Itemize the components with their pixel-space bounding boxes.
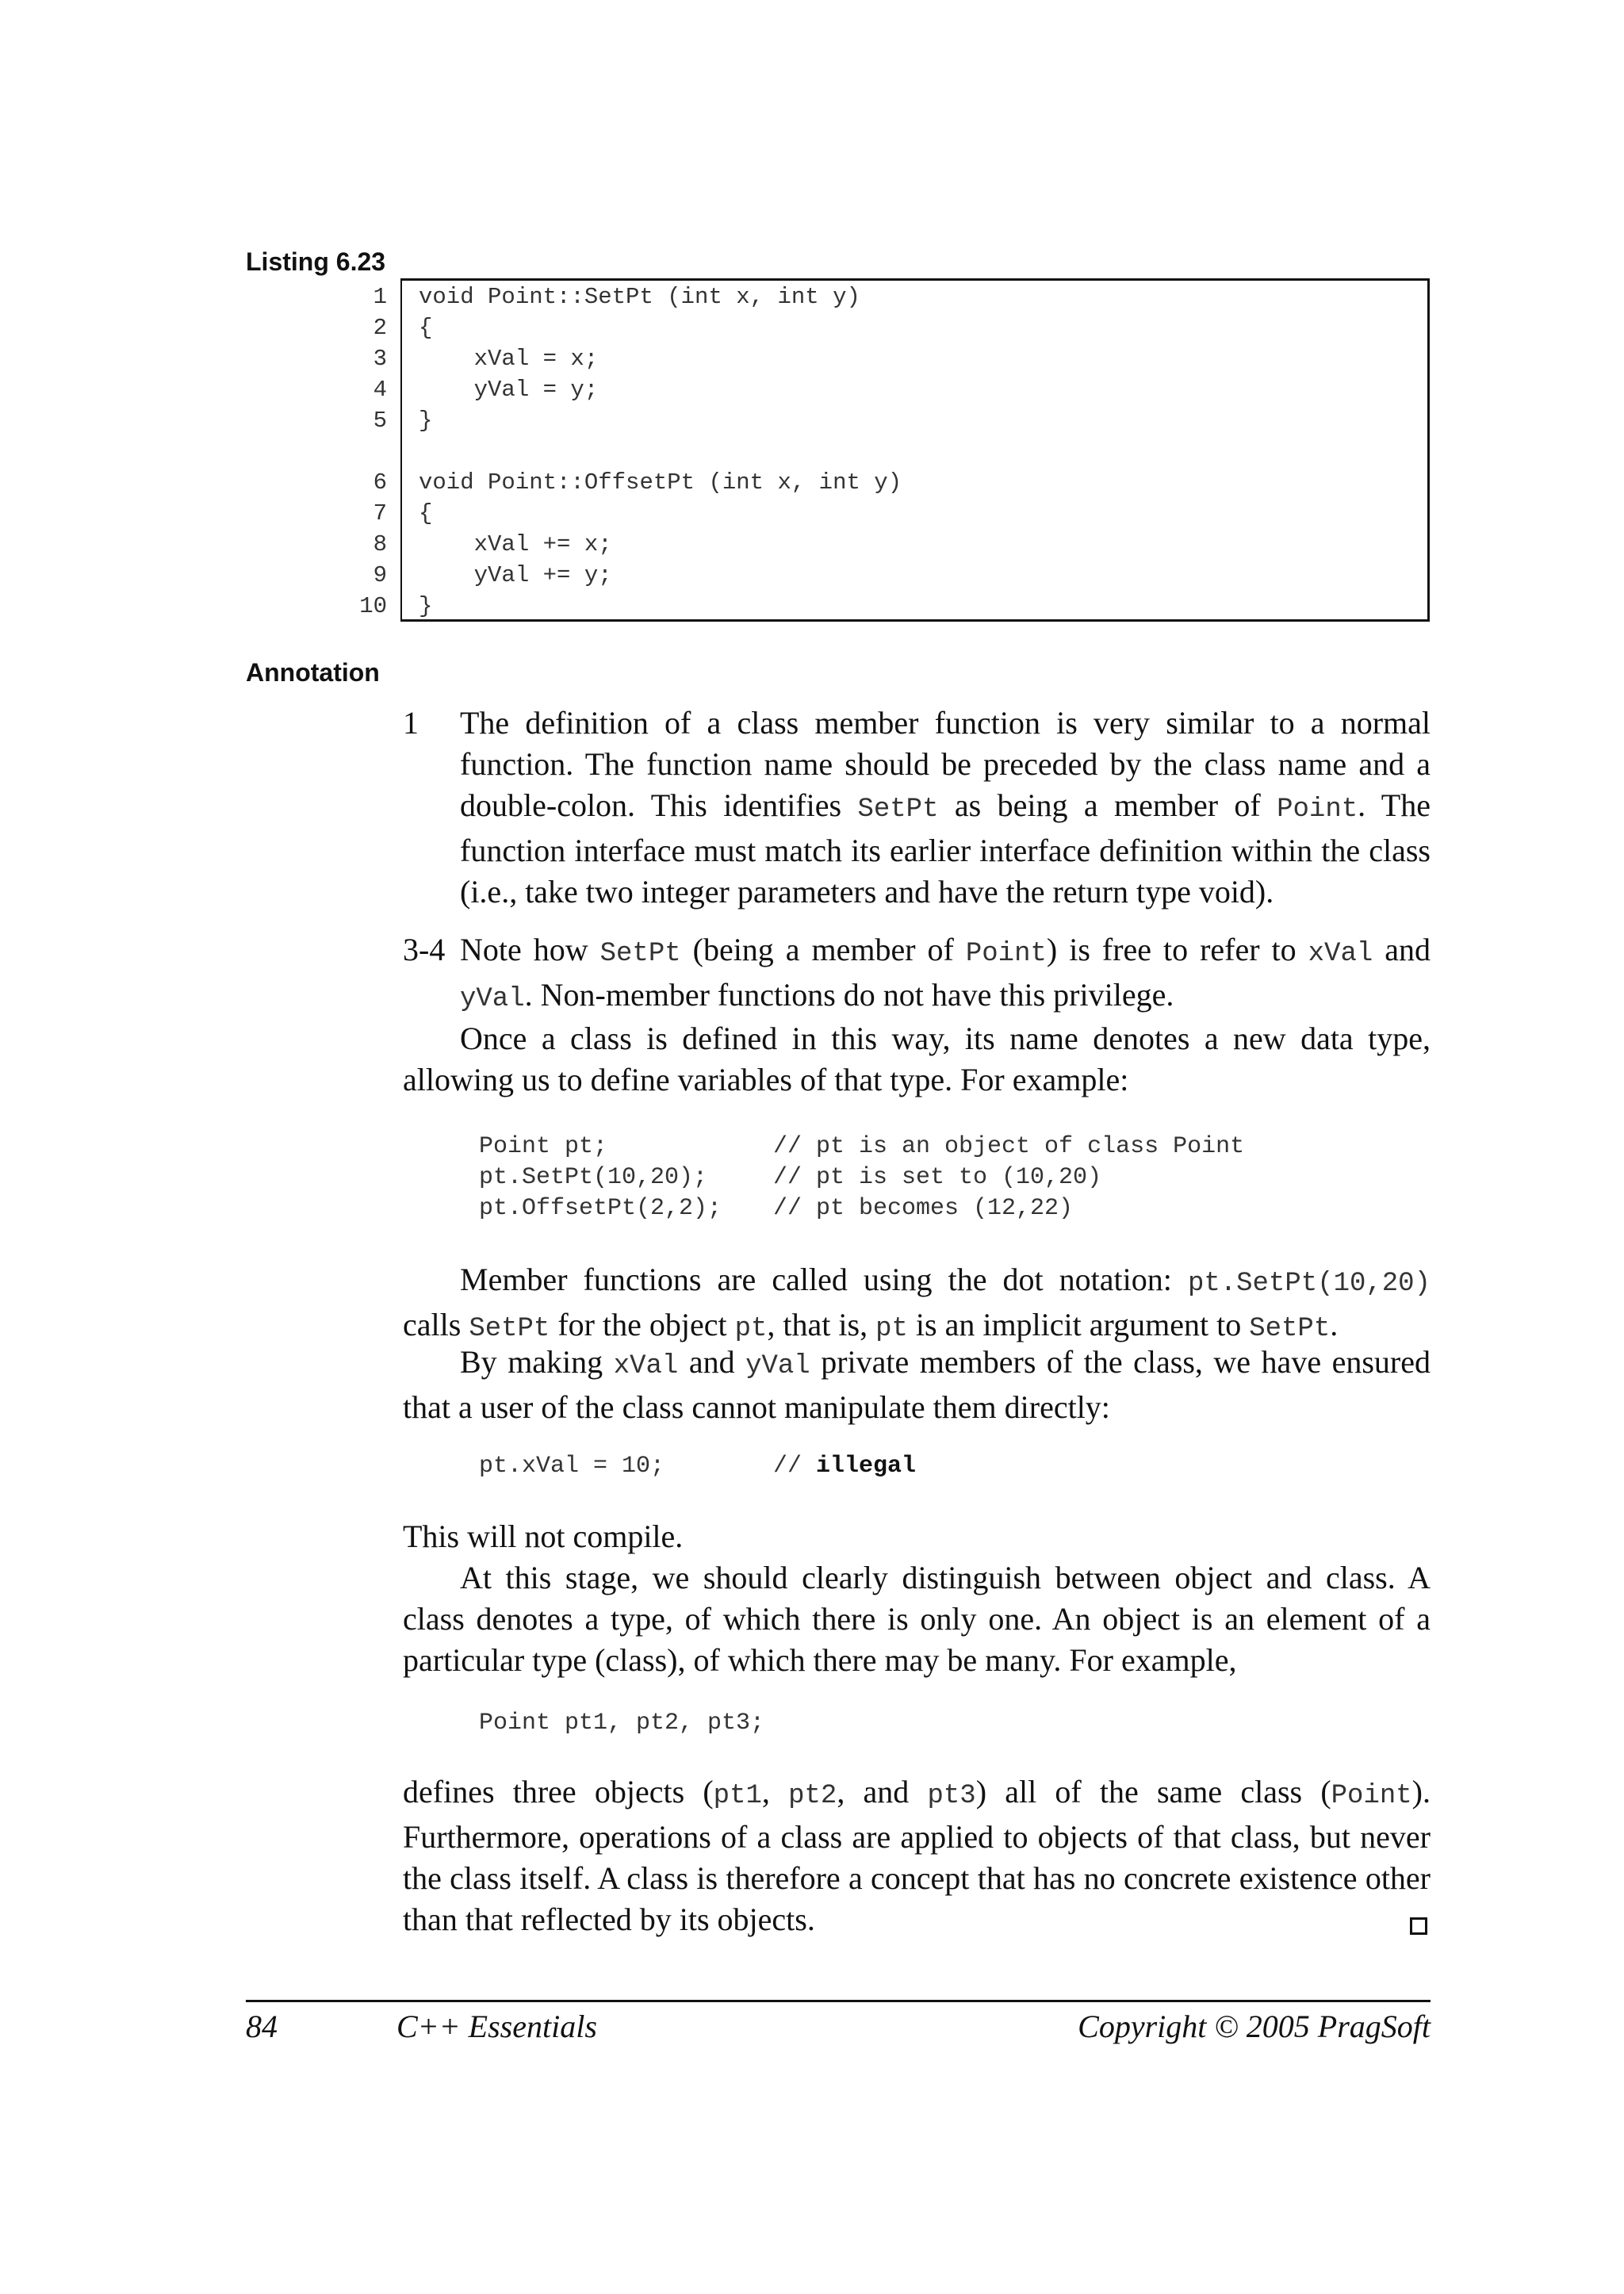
- code-line: void Point::OffsetPt (int x, int y): [419, 469, 902, 496]
- code-line: yVal = y;: [419, 377, 599, 403]
- listing-title: Listing 6.23: [246, 247, 386, 276]
- inline-code: pt3: [927, 1781, 976, 1811]
- emphasis: illegal: [816, 1453, 917, 1480]
- code-statement: pt.xVal = 10;: [479, 1453, 665, 1480]
- footer-rule: [246, 2000, 1431, 2002]
- body-paragraph-2: Member functions are called using the dot notation: pt.SetPt(10,20) calls SetPt for the object pt, that is, pt is an implicit argument to SetPt.: [403, 1262, 1431, 1344]
- inline-code: pt2: [788, 1781, 837, 1811]
- inline-code: Point: [1277, 795, 1358, 825]
- annotation-item-2-text: Note how SetPt (being a member of Point) is free to refer to xVal and yVal. Non-member functions do not have this privilege.: [460, 932, 1431, 1014]
- inline-code: pt1: [713, 1781, 762, 1811]
- code-statement: Point pt;: [479, 1133, 608, 1160]
- code-line: {: [419, 500, 433, 527]
- inline-code: pt: [734, 1314, 768, 1344]
- code-statement: pt.OffsetPt(2,2);: [479, 1195, 722, 1222]
- inline-code: pt.SetPt(10,20): [1187, 1269, 1431, 1299]
- inline-code: xVal: [613, 1351, 679, 1381]
- annotation-item-1-text: The definition of a class member function is very similar to a normal function. The function name should be preceded by the class name and a double-colon. This identifies SetPt as being a member of Point. The function interface must match its earlier interface definition within the class (i.e., take two integer parameters and have the return type void).: [460, 705, 1431, 910]
- code-comment: // pt is set to (10,20): [773, 1164, 1102, 1191]
- code-comment: // illegal: [773, 1453, 917, 1480]
- line-number: 5: [373, 408, 387, 434]
- code-line: yVal += y;: [419, 562, 612, 588]
- body-paragraph-5: At this stage, we should clearly distinguish between object and class. A class denotes a type, of which there is only one. An object is an element of a particular type (class), of which there may be many. For example,: [403, 1560, 1431, 1678]
- inline-code: Point: [1331, 1781, 1412, 1811]
- code-line: }: [419, 593, 433, 619]
- end-of-section-square-icon: [1410, 1917, 1427, 1935]
- body-paragraph-4: This will not compile.: [403, 1518, 684, 1554]
- line-number: 2: [373, 315, 387, 341]
- inline-code: xVal: [1308, 939, 1373, 969]
- code-comment: // pt becomes (12,22): [773, 1195, 1074, 1222]
- body-paragraph-6: defines three objects (pt1, pt2, and pt3) all of the same class (Point). Furthermore, operations of a class are applied to objects of that class, but never the class itself. A class is therefore a concept that has no concrete existence other than that reflected by its objects.: [403, 1774, 1431, 1937]
- line-number: 7: [373, 500, 387, 527]
- line-number: 6: [373, 469, 387, 496]
- line-number: 1: [373, 284, 387, 310]
- code-line: xVal += x;: [419, 531, 612, 557]
- inline-code: SetPt: [1249, 1314, 1331, 1344]
- inline-code: SetPt: [857, 795, 939, 825]
- annotation-number: 3-4: [403, 932, 446, 967]
- inline-code: Point: [965, 939, 1047, 969]
- body-paragraph-3: By making xVal and yVal private members of the class, we have ensured that a user of the class cannot manipulate them directly:: [403, 1344, 1431, 1425]
- line-number: 3: [373, 346, 387, 372]
- inline-code: yVal: [460, 984, 525, 1014]
- line-number: 9: [373, 562, 387, 588]
- copyright-notice: Copyright © 2005 PragSoft: [1078, 2009, 1431, 2044]
- line-number: 10: [359, 593, 387, 619]
- inline-code: pt: [875, 1314, 908, 1344]
- example-code-3: Point pt1, pt2, pt3;: [479, 1710, 765, 1737]
- annotation-title: Annotation: [246, 658, 380, 687]
- code-comment: // pt is an object of class Point: [773, 1133, 1245, 1160]
- code-line: {: [419, 315, 433, 341]
- annotation-number: 1: [403, 705, 419, 741]
- inline-code: yVal: [745, 1351, 810, 1381]
- page-number: 84: [246, 2009, 278, 2044]
- line-number: 8: [373, 531, 387, 557]
- book-title: C++ Essentials: [396, 2009, 597, 2044]
- code-line: xVal = x;: [419, 346, 599, 372]
- code-line: void Point::SetPt (int x, int y): [419, 284, 860, 310]
- code-statement: pt.SetPt(10,20);: [479, 1164, 708, 1191]
- code-line: }: [419, 408, 433, 434]
- line-number: 4: [373, 377, 387, 403]
- inline-code: SetPt: [469, 1314, 550, 1344]
- body-paragraph-1: Once a class is defined in this way, its name denotes a new data type, allowing us to define variables of that type. For example:: [403, 1021, 1431, 1097]
- inline-code: SetPt: [599, 939, 681, 969]
